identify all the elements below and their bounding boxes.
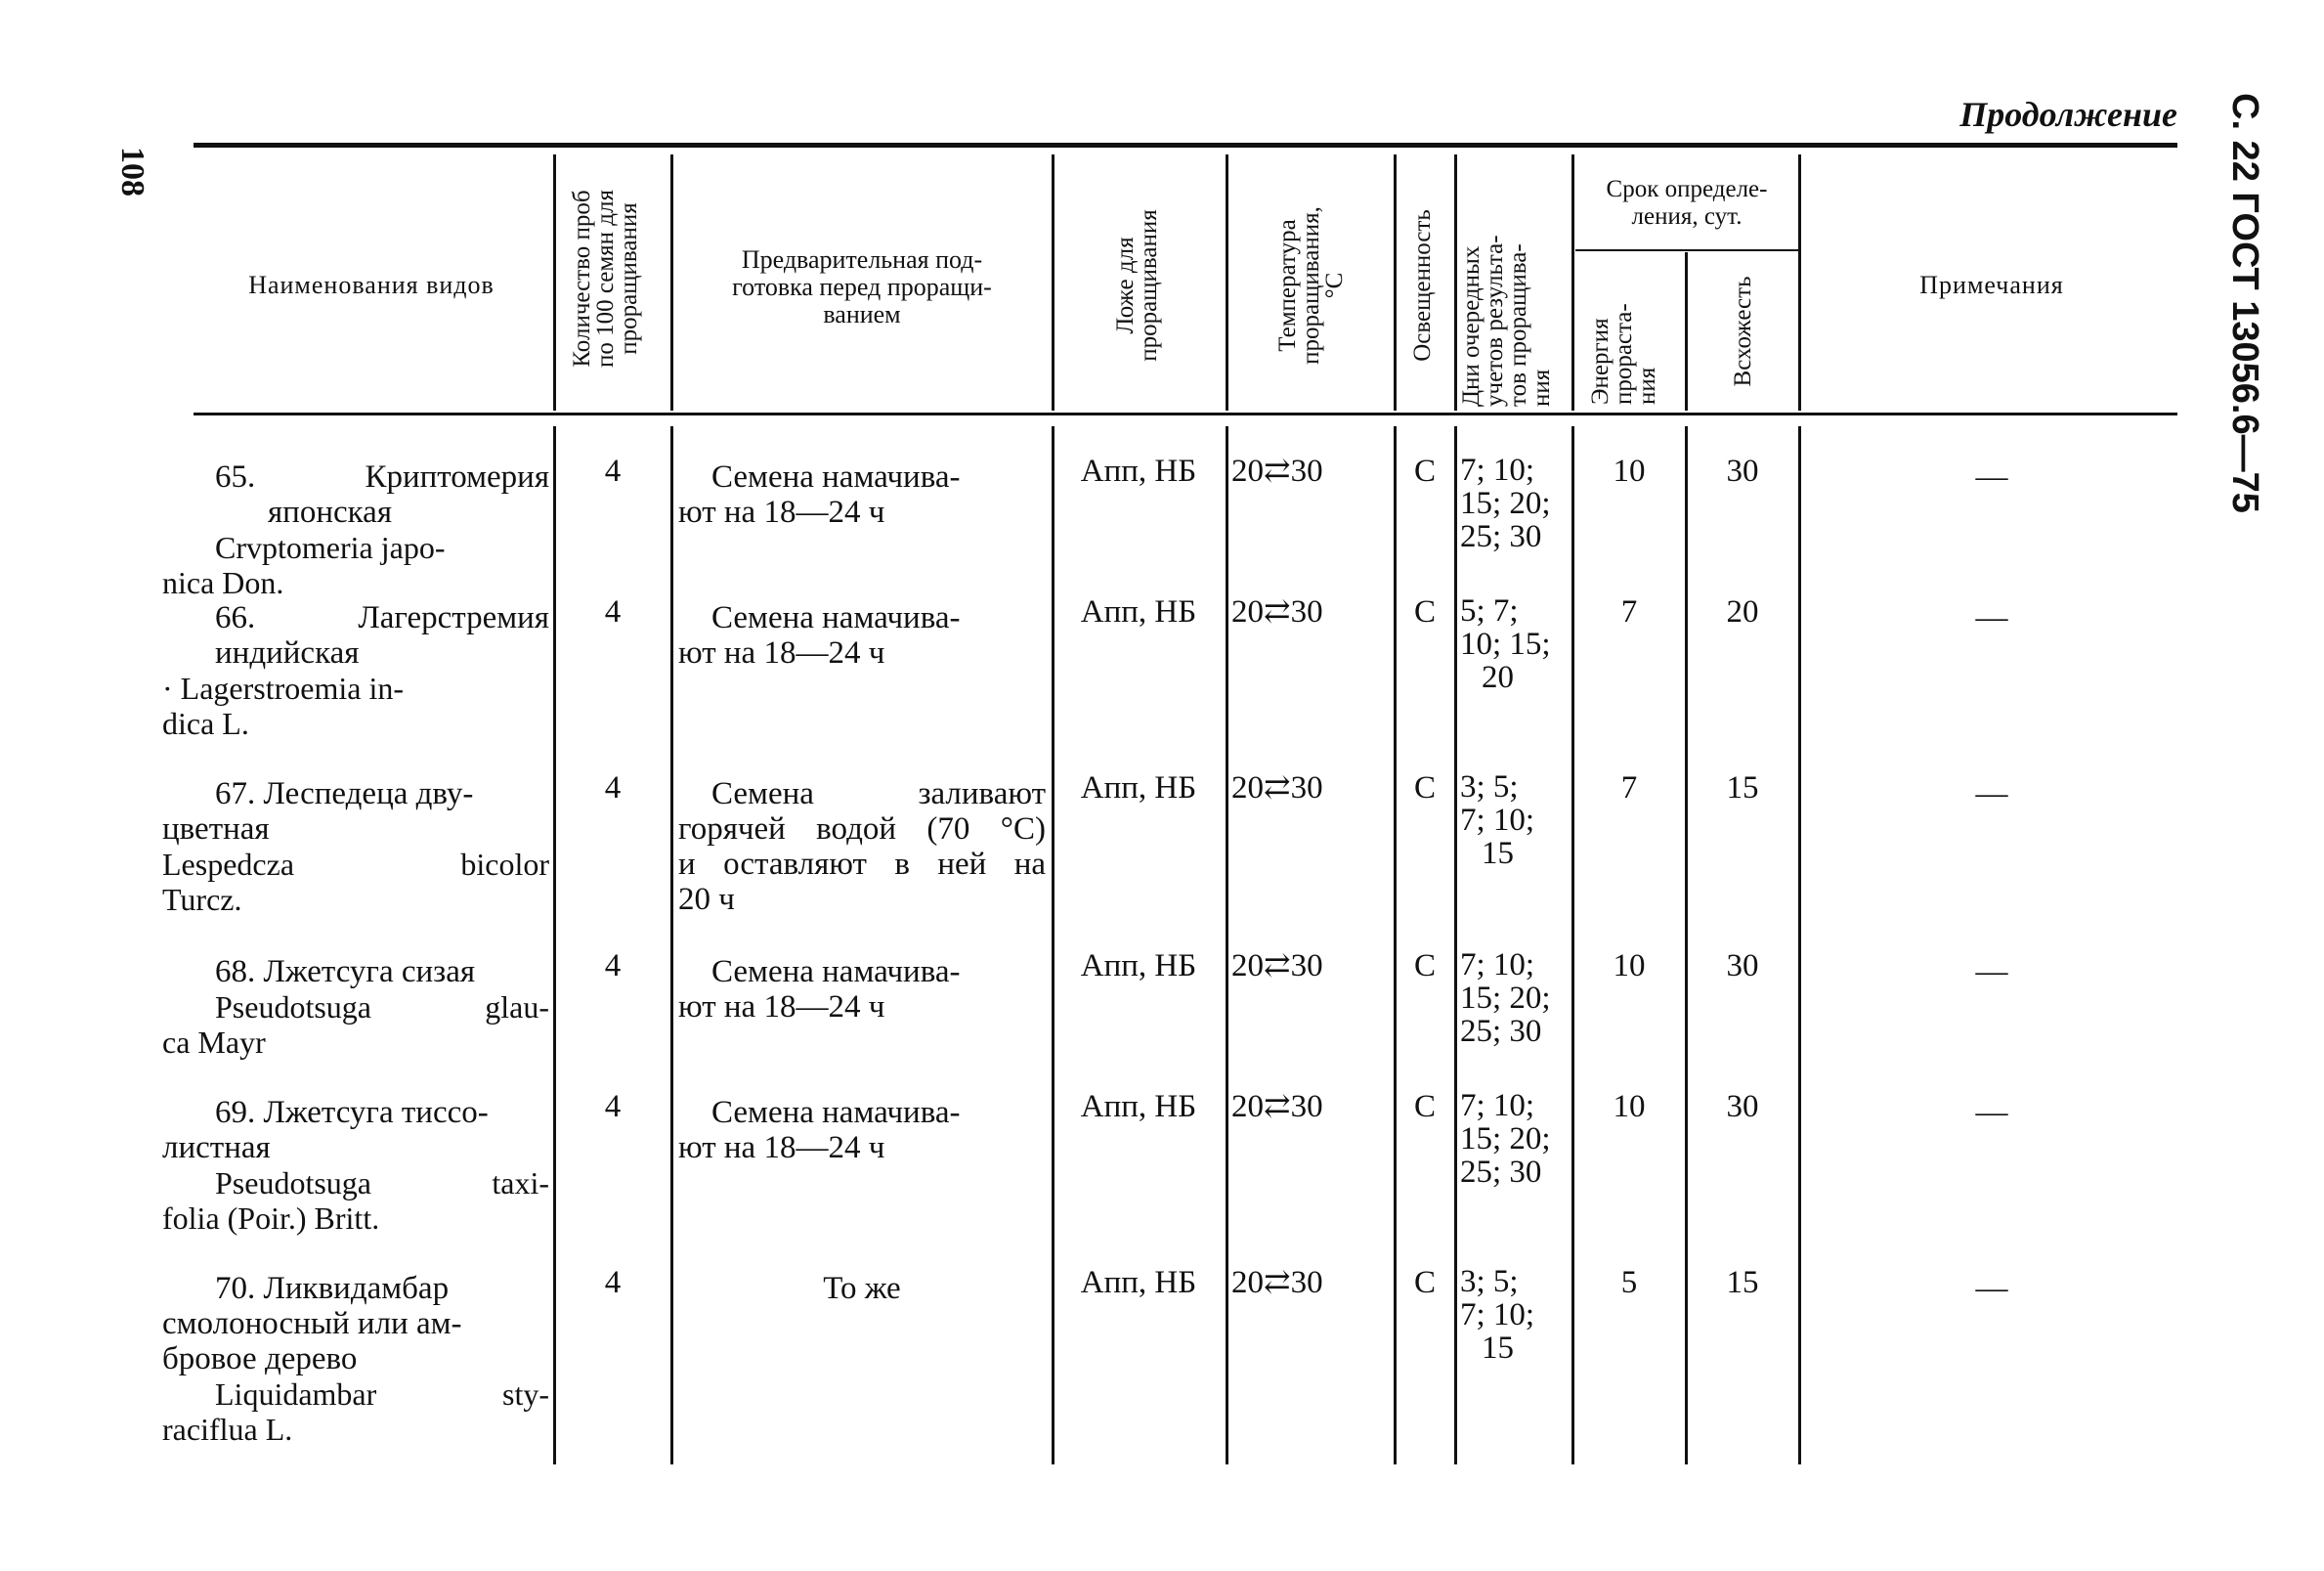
header-days: Дни очередных учетов результа- тов проращива- ния <box>1458 235 1555 407</box>
germination-days: 30 <box>1726 1089 1759 1124</box>
energy-days: 5 <box>1620 1265 1638 1300</box>
species-name: 69. Лжетсуга тиссо- листная Pseudotsuga taxi- folia (Poir.) Britt. <box>162 1095 549 1236</box>
germination-days: 20 <box>1726 594 1759 630</box>
col-line <box>1226 154 1228 411</box>
col-line <box>1052 426 1054 1464</box>
species-name: 68. Лжетсуга сизая Pseudotsuga glau- ca Mayr <box>162 954 549 1060</box>
col-line <box>1454 154 1457 411</box>
temperature: 20⇄30 <box>1231 1089 1323 1124</box>
col-line <box>1394 154 1397 411</box>
prep-text: Семена намачива- ют на 18—24 ч <box>678 1095 961 1165</box>
col-line <box>1685 252 1688 411</box>
germination-days: 15 <box>1726 1265 1759 1300</box>
sample-count: 4 <box>604 1265 622 1300</box>
col-line <box>1798 426 1801 1464</box>
note: — <box>1975 776 2008 811</box>
header-samples: Количество проб по 100 семян для проращивания <box>569 189 642 369</box>
note: — <box>1975 954 2008 989</box>
energy-days: 7 <box>1620 770 1638 806</box>
header-name: Наименования видов <box>248 271 495 299</box>
light: С <box>1413 454 1436 489</box>
running-head: С. 22 ГОСТ 13056.6—75 <box>2224 93 2265 513</box>
prep-text: Семена намачива- ют на 18—24 ч <box>678 600 961 671</box>
light: С <box>1413 770 1436 806</box>
prep-text: Семена заливают горячей водой (70 °С) и оставляют в ней на 20 ч <box>678 776 1046 917</box>
col-line <box>1798 154 1801 411</box>
sample-count: 4 <box>604 948 622 983</box>
energy-days: 7 <box>1620 594 1638 630</box>
count-days: 5; 7; 10; 15; 20 <box>1460 593 1551 695</box>
prep-text: Семена намачива- ют на 18—24 ч <box>678 459 961 530</box>
count-days: 3; 5; 7; 10; 15 <box>1460 1264 1535 1366</box>
sample-count: 4 <box>604 770 622 806</box>
note: — <box>1975 459 2008 495</box>
note: — <box>1975 1271 2008 1306</box>
count-days: 7; 10; 15; 20; 25; 30 <box>1460 1088 1551 1190</box>
col-line <box>1226 426 1228 1464</box>
col-line <box>1571 426 1574 1464</box>
note: — <box>1975 600 2008 635</box>
species-name: 67. Леспедеца дву- цветная Lespedcza bicolor Turcz. <box>162 776 549 917</box>
col-line <box>553 426 556 1464</box>
header-prep: Предварительная под- готовка перед проращи- ванием <box>732 245 992 328</box>
light: С <box>1413 1089 1436 1124</box>
header-bottom-rule <box>194 413 2177 415</box>
sample-count: 4 <box>604 454 622 489</box>
sample-count: 4 <box>604 594 622 630</box>
header-bed: Ложе для проращивания <box>1112 209 1162 362</box>
light: С <box>1413 1265 1436 1300</box>
temperature: 20⇄30 <box>1231 454 1323 489</box>
germination-bed: Апп, НБ <box>1080 1089 1197 1124</box>
header-light: Освещенность <box>1409 209 1436 362</box>
temperature: 20⇄30 <box>1231 1265 1323 1300</box>
col-line <box>1685 426 1688 1464</box>
header-energy: Энергия прораста- ния <box>1587 303 1660 405</box>
count-days: 3; 5; 7; 10; 15 <box>1460 769 1535 871</box>
energy-days: 10 <box>1613 454 1646 489</box>
energy-days: 10 <box>1613 948 1646 983</box>
light: С <box>1413 594 1436 630</box>
continuation-label: Продолжение <box>1959 95 2177 134</box>
col-line <box>553 154 556 411</box>
page-number: 108 <box>114 147 151 196</box>
sample-count: 4 <box>604 1089 622 1124</box>
col-line <box>1394 426 1397 1464</box>
prep-text: То же <box>823 1271 901 1306</box>
temperature: 20⇄30 <box>1231 770 1323 806</box>
table-top-rule <box>194 143 2177 148</box>
species-name: 70. Ликвидамбар смолоносный или ам- бровое дерево Liquidambar sty- raciflua L. <box>162 1271 549 1447</box>
header-notes: Примечания <box>1919 271 2064 299</box>
germination-bed: Апп, НБ <box>1080 948 1197 983</box>
col-line <box>1052 154 1054 411</box>
germination-bed: Апп, НБ <box>1080 454 1197 489</box>
prep-text: Семена намачива- ют на 18—24 ч <box>678 954 961 1025</box>
germination-days: 15 <box>1726 770 1759 806</box>
germination-bed: Апп, НБ <box>1080 594 1197 630</box>
count-days: 7; 10; 15; 20; 25; 30 <box>1460 947 1551 1049</box>
temperature: 20⇄30 <box>1231 948 1323 983</box>
col-line <box>1571 154 1574 411</box>
germination-days: 30 <box>1726 454 1759 489</box>
header-term-group: Срок определе- ления, сут. <box>1606 176 1768 230</box>
species-name: 66. Лагерстремия индийская · Lagerstroemia in- dica L. <box>162 600 549 741</box>
temperature: 20⇄30 <box>1231 594 1323 630</box>
energy-days: 10 <box>1613 1089 1646 1124</box>
count-days: 7; 10; 15; 20; 25; 30 <box>1460 453 1551 554</box>
light: С <box>1413 948 1436 983</box>
germination-bed: Апп, НБ <box>1080 1265 1197 1300</box>
species-name: 65. Криптомерия японская Crvptomeria japo- nica Don. <box>162 459 549 600</box>
header-temp: Температура проращивания, °С <box>1274 206 1348 365</box>
col-line <box>670 426 673 1464</box>
header-germ: Всхожесть <box>1730 276 1756 387</box>
germination-days: 30 <box>1726 948 1759 983</box>
term-group-rule <box>1575 249 1800 251</box>
note: — <box>1975 1095 2008 1130</box>
col-line <box>1454 426 1457 1464</box>
germination-bed: Апп, НБ <box>1080 770 1197 806</box>
col-line <box>670 154 673 411</box>
